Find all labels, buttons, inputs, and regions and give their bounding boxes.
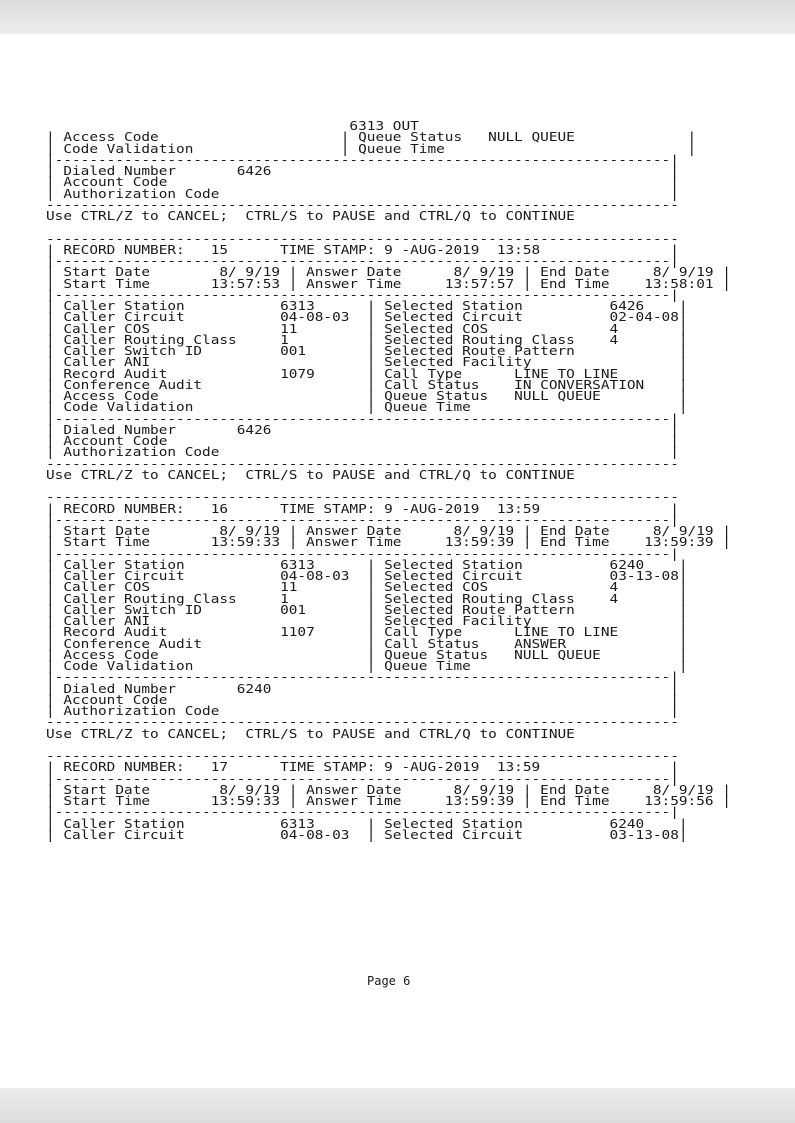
printout-line: | Start Time 13:57:53 | Answer Time 13:57:57 | End Time 13:58:01 | [46,276,731,291]
printout-line: | Authorization Code | [46,445,679,460]
scan-bottom-band [0,1088,795,1123]
printout-line: ------------------------------------------------------------------------- [46,715,679,730]
printout-line: | Caller COS 11 | Selected COS 4 | [46,321,688,336]
printout-line: | Caller Routing Class 1 | Selected Routing Class 4 | [46,332,688,347]
printout-line: | Authorization Code | [46,704,679,718]
printout-line: | Start Date 8/ 9/19 | Answer Date 8/ 9/19 | End Date 8/ 9/19 | [46,265,731,280]
printout-line: | Caller Circuit 04-08-03 | Selected Circuit 02-04-08| [46,310,688,325]
printout-line: ------------------------------------------------------------------------- [46,231,679,246]
printout-line: ------------------------------------------------------------------------- [46,749,679,763]
call-record-printout [46,121,731,841]
scan-top-band [0,0,795,34]
printout-line: | Account Code | [46,434,679,448]
printout-line: |-----------------------------------------------------------------------| [46,254,679,268]
printout-line: | Code Validation | Queue Time | [46,659,688,673]
printout-line: | Record Audit 1079 | Call Type LINE TO LINE | [46,366,688,381]
printout-line: | Caller Switch ID 001 | Selected Route Pattern | [46,602,688,617]
printout-line: | Code Validation | Queue Time | [46,141,697,156]
printout-line: Use CTRL/Z to CANCEL; CTRL/S to PAUSE and CTRL/Q to CONTINUE [46,209,575,223]
printout-line: | Start Date 8/ 9/19 | Answer Date 8/ 9/19 | End Date 8/ 9/19 | [46,524,731,538]
printout-line: | Record Audit 1107 | Call Type LINE TO LINE | [46,625,688,640]
printout-line: |-----------------------------------------------------------------------| [46,546,679,561]
printout-line: | RECORD NUMBER: 16 TIME STAMP: 9 -AUG-2019 13:59 | [46,501,679,516]
printout-line: ------------------------------------------------------------------------- [46,456,679,471]
printout-line: |-----------------------------------------------------------------------| [46,512,679,527]
printout-line: | Code Validation | Queue Time | [46,400,688,415]
printout-line: | Conference Audit | Call Status IN CONVERSATION | [46,377,688,392]
printout-line: | Start Time 13:59:33 | Answer Time 13:59:39 | End Time 13:59:39 | [46,535,731,550]
printout-line: | Start Time 13:59:33 | Answer Time 13:59:39 | End Time 13:59:56 | [46,794,731,808]
printout-line: | Caller Switch ID 001 | Selected Route Pattern | [46,344,688,358]
printout-line: |-----------------------------------------------------------------------| [46,771,679,786]
printout-line: | Caller Station 6313 | Selected Station 6240 | [46,816,688,831]
page-number: Page 6 [367,974,411,988]
printout-line: | Conference Audit | Call Status ANSWER | [46,636,688,651]
printout-line: | Caller ANI | Selected Facility | [46,614,688,628]
printout-line: | Access Code | Queue Status NULL QUEUE | [46,389,688,403]
printout-line: |-----------------------------------------------------------------------| [46,670,679,685]
printout-line: | Access Code | Queue Status NULL QUEUE | [46,130,697,145]
printout-line: | Authorization Code | [46,186,679,201]
printout-line: | Start Date 8/ 9/19 | Answer Date 8/ 9/19 | End Date 8/ 9/19 | [46,782,731,797]
printout-line: | Dialed Number 6426 | [46,164,679,178]
printout-line: | Caller Routing Class 1 | Selected Routing Class 4 | [46,591,688,606]
printout-line: | Caller ANI | Selected Facility | [46,355,688,370]
printout-line: | Caller COS 11 | Selected COS 4 | [46,580,688,595]
printout-line: Use CTRL/Z to CANCEL; CTRL/S to PAUSE and CTRL/Q to CONTINUE [46,726,575,741]
printout-line: |-----------------------------------------------------------------------| [46,805,679,820]
printout-line: |-----------------------------------------------------------------------| [46,411,679,426]
printout-line: | RECORD NUMBER: 15 TIME STAMP: 9 -AUG-2019 13:58 | [46,242,679,257]
printout-line: | Account Code | [46,175,679,190]
printout-line: | Access Code | Queue Status NULL QUEUE | [46,647,688,662]
printout-line: | RECORD NUMBER: 17 TIME STAMP: 9 -AUG-2019 13:59 | [46,760,679,775]
printout-line: | Account Code | [46,692,679,707]
printout-line: 6313 OUT [46,119,419,133]
printout-line: |-----------------------------------------------------------------------| [46,152,679,167]
printout-line: |-----------------------------------------------------------------------| [46,287,679,302]
printout-line: | Caller Circuit 04-08-03 | Selected Circuit 03-13-08| [46,569,688,583]
printout-line: | Caller Circuit 04-08-03 | Selected Circuit 03-13-08| [46,827,688,842]
printout-line: ------------------------------------------------------------------------- [46,490,679,505]
printout-line: | Dialed Number 6426 | [46,422,679,437]
printout-line: | Caller Station 6313 | Selected Station 6426 | [46,299,688,313]
printout-line: | Dialed Number 6240 | [46,681,679,696]
printout-line: | Caller Station 6313 | Selected Station 6240 | [46,557,688,572]
printout-line: Use CTRL/Z to CANCEL; CTRL/S to PAUSE and CTRL/Q to CONTINUE [46,467,575,482]
printout-line: ------------------------------------------------------------------------- [46,197,679,212]
